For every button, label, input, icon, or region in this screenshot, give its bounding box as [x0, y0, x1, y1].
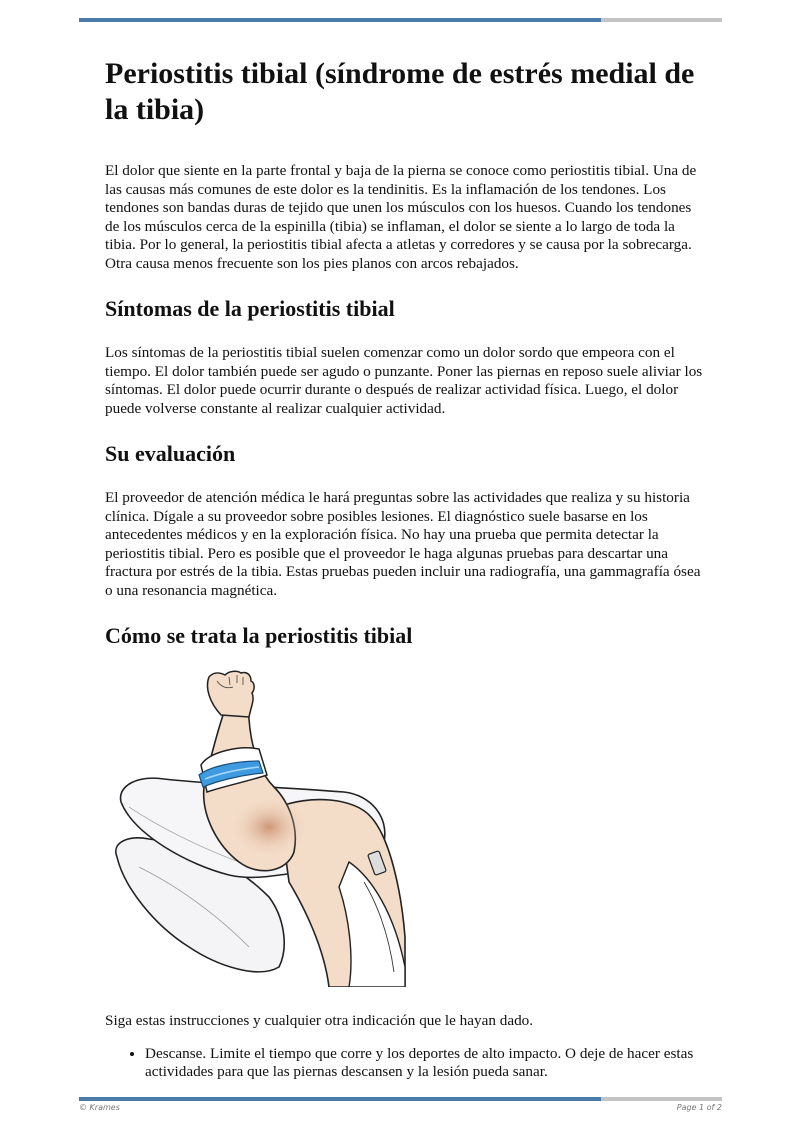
- bruise-area: [231, 797, 307, 857]
- section-body-symptoms: Los síntomas de la periostitis tibial suelen comenzar como un dolor sordo que empeora con el tiempo. El dolor también puede ser agudo o punzante. Poner las piernas en reposo suele aliviar los síntomas. El dolor puede ocurrir durante o después de realizar actividad física. Luego, el dolor puede volverse constante al realizar cualquier actividad.: [105, 344, 703, 417]
- footer-rule-secondary: [601, 1097, 722, 1101]
- page-title: Periostitis tibial (síndrome de estrés medial de la tibia): [105, 57, 695, 126]
- header-rule-secondary: [601, 18, 722, 22]
- section-heading-treatment: Cómo se trata la periostitis tibial: [105, 623, 413, 648]
- instructions-intro: Siga estas instrucciones y cualquier otra indicación que le hayan dado.: [105, 1012, 534, 1029]
- instruction-item: • Descanse. Limite el tiempo que corre y los deportes de alto impacto. O deje de hacer estas actividades para que las piernas descansen y la lesión pueda sanar.: [145, 1045, 705, 1082]
- intro-paragraph: El dolor que siente en la parte frontal y baja de la pierna se conoce como periostitis tibial. Una de las causas más comunes de este dolor es la tendinitis. Es la inflamación de los tendones. Los tendones son bandas duras de tejido que unen los músculos con los huesos. Cuando los tendones de los músculos cerca de la espinilla (tibia) se inflaman, el dolor se siente a lo largo de toda la tibia. Por lo general, la periostitis tibial afecta a atletas y corredores y se causa por la sobrecarga. Otra causa menos frecuente son los pies planos con arcos rebajados.: [105, 162, 697, 272]
- instructions-list: [105, 1045, 705, 1082]
- elevated-leg-with-ice-pack-illustration: [109, 667, 409, 987]
- section-heading-evaluation: Su evaluación: [105, 441, 236, 466]
- section-heading-symptoms: Síntomas de la periostitis tibial: [105, 296, 395, 321]
- footer-page-number: Page 1 of 2: [676, 1103, 722, 1112]
- foot: [208, 671, 255, 717]
- document-body: [105, 56, 705, 1082]
- header-rule-accent: [79, 18, 601, 22]
- section-body-evaluation: El proveedor de atención médica le hará preguntas sobre las actividades que realiza y su historia clínica. Dígale a su proveedor sobre posibles lesiones. El diagnóstico suele basarse en los antecedentes médicos y en la exploración física. No hay una prueba que permita detectar la periostitis tibial. Pero es posible que el proveedor le haga algunas pruebas para descartar una fractura por estrés de la tibia. Estas pruebas pueden incluir una radiografía, una gammagrafía ósea o una resonancia magnética.: [105, 489, 701, 599]
- footer-rule-accent: [79, 1097, 601, 1101]
- footer-copyright: © Krames: [79, 1103, 120, 1112]
- header-rule: [79, 18, 722, 22]
- footer-rule: [79, 1097, 722, 1101]
